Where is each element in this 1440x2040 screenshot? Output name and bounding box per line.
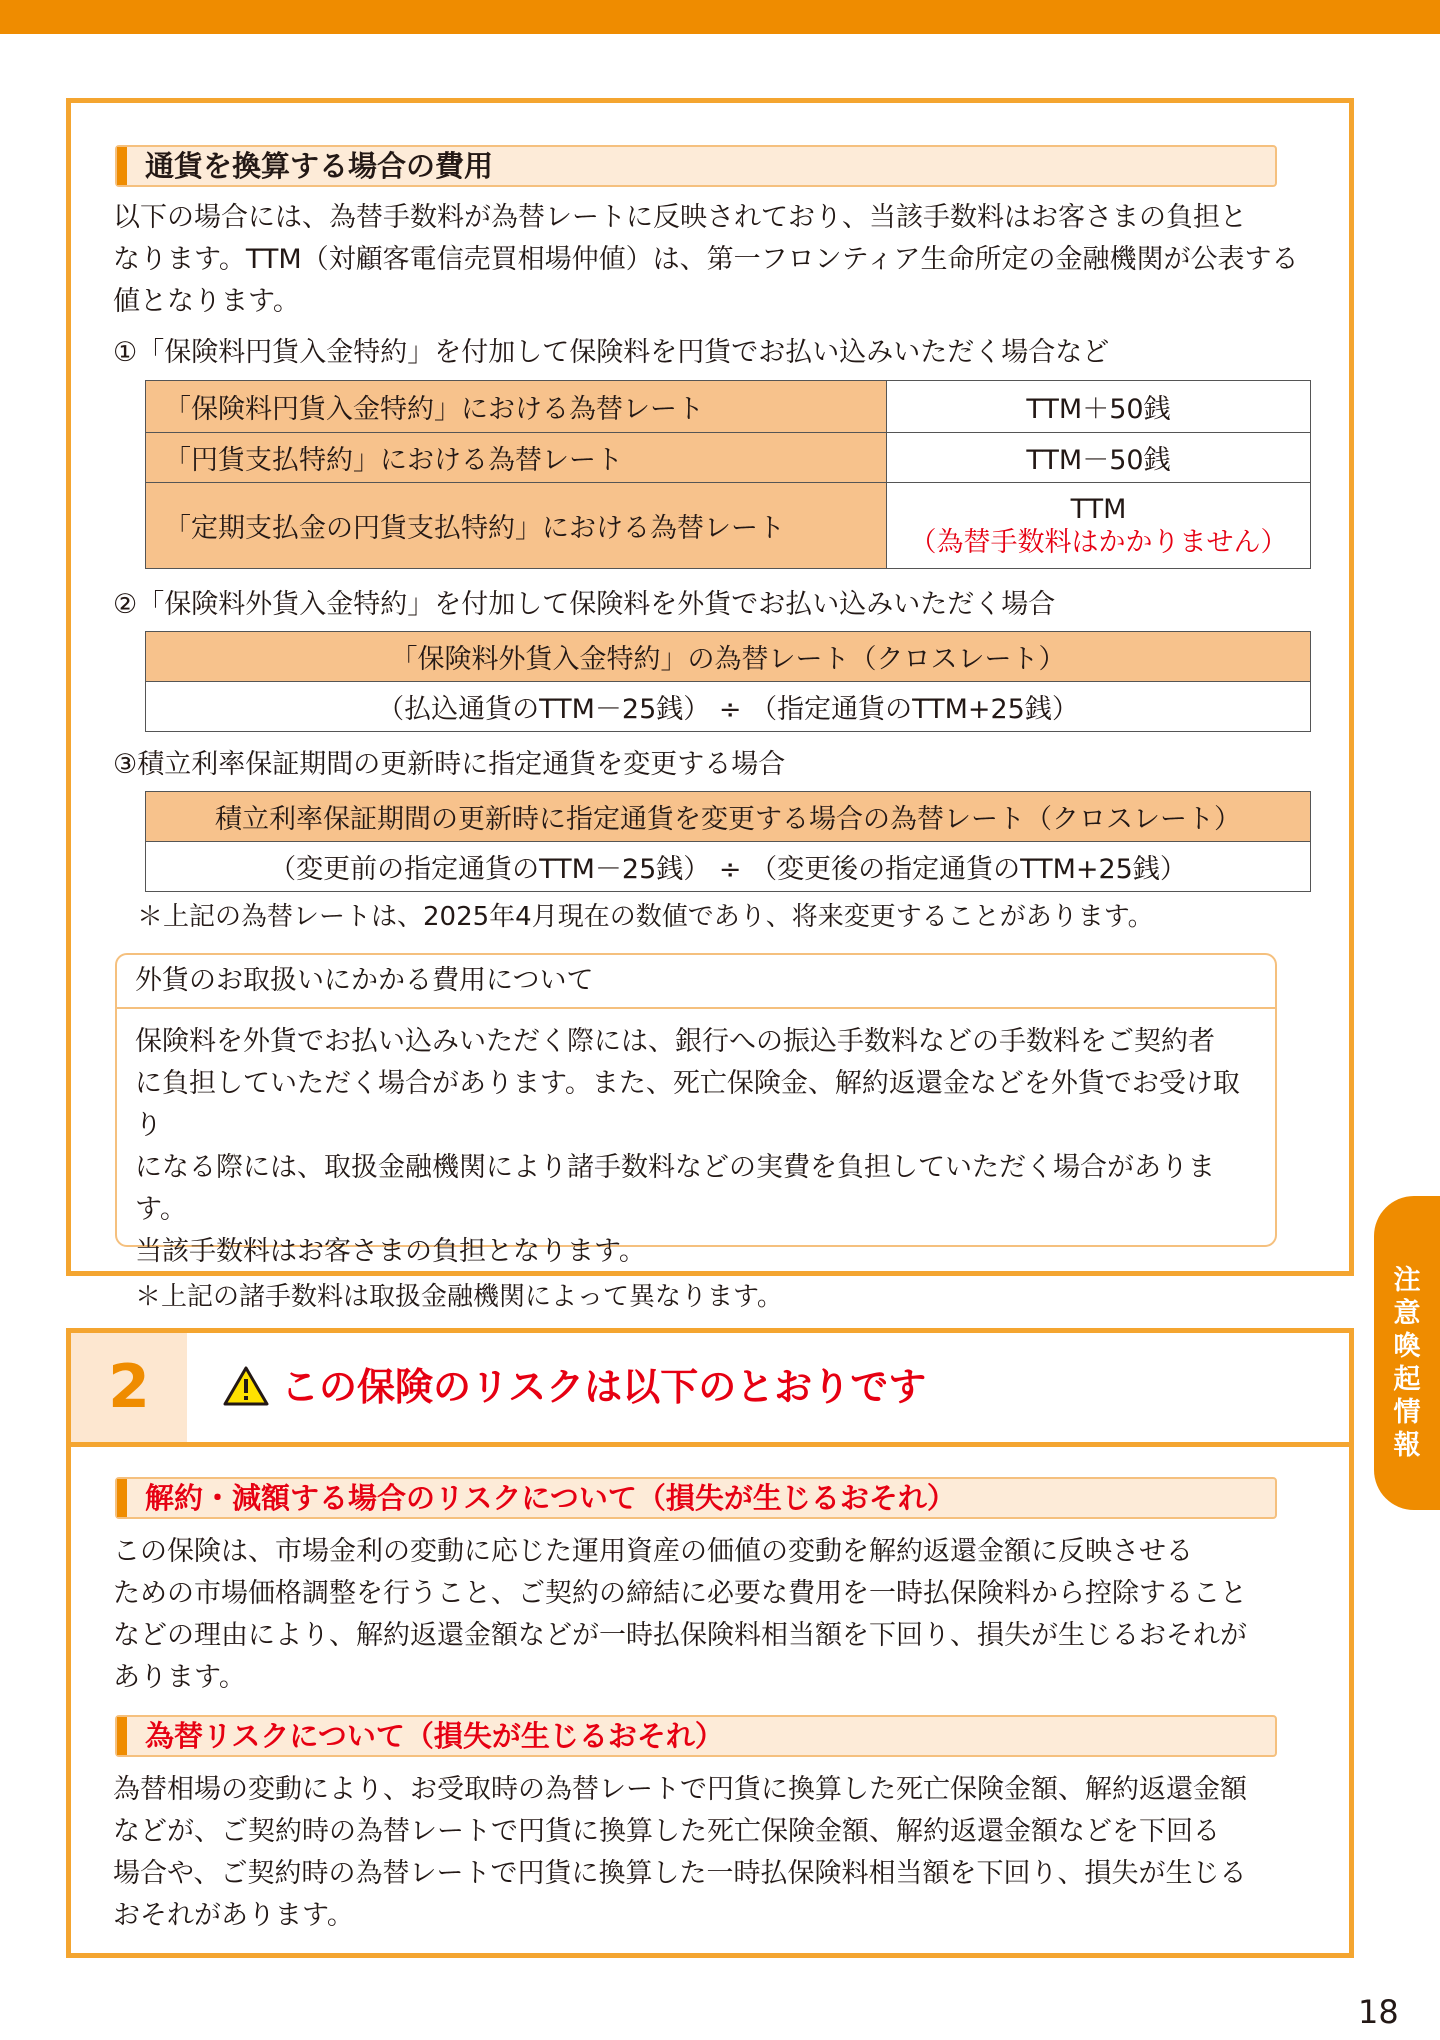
- risk1-paragraph: [113, 1531, 1333, 1699]
- fx-fees-box: [115, 953, 1277, 1312]
- side-tab-char: 情: [1393, 1397, 1421, 1428]
- risk1-heading-text: 解約・減額する場合のリスクについて（損失が生じるおそれ）: [145, 1481, 956, 1515]
- case2-title: ②「保険料外貨入金特約」を付加して保険料を外貨でお払い込みいただく場合: [113, 589, 1056, 620]
- table-row: [146, 682, 1311, 732]
- formula-cell: （変更前の指定通貨のTTM－25銭） ÷ （変更後の指定通貨のTTM+25銭）: [146, 842, 1311, 892]
- table-row: [146, 433, 1311, 483]
- risk2-heading-text: 為替リスクについて（損失が生じるおそれ）: [145, 1719, 724, 1753]
- risk2-paragraph: [113, 1769, 1333, 1937]
- risk2-line: 場合や、ご契約時の為替レートで円貨に換算した一時払保険料相当額を下回り、損失が生じる: [113, 1858, 1247, 1889]
- table-row: [146, 792, 1311, 842]
- case1-title: ①「保険料円貨入金特約」を付加して保険料を円貨でお払い込みいただく場合など: [113, 337, 1110, 368]
- side-tab-char: 意: [1393, 1298, 1421, 1329]
- risk2-line: 為替相場の変動により、お受取時の為替レートで円貨に換算した死亡保険金額、解約返還金額: [113, 1774, 1247, 1805]
- risk1-line: この保険は、市場金利の変動に応じた運用資産の価値の変動を解約返還金額に反映させる: [113, 1536, 1193, 1567]
- side-index-tab[interactable]: [1374, 1196, 1440, 1510]
- rate-value: TTM＋50銭: [887, 381, 1311, 433]
- side-tab-char: 起: [1393, 1364, 1421, 1395]
- rate-label: 「円貨支払特約」における為替レート: [146, 433, 887, 483]
- side-tab-char: 報: [1393, 1430, 1421, 1461]
- table-row: [146, 632, 1311, 682]
- table-row: [146, 842, 1311, 892]
- page-number: 18: [1358, 1993, 1399, 2031]
- section-title: この保険のリスクは以下のとおりです: [281, 1365, 927, 1409]
- case3-rate-table: [145, 791, 1311, 892]
- risk1-line: あります。: [113, 1662, 246, 1693]
- intro-line: 値となります。: [113, 286, 300, 317]
- fx-fees-footnote: ＊上記の諸手数料は取扱金融機関によって異なります。: [135, 1282, 783, 1312]
- rate-value: TTM－50銭: [887, 433, 1311, 483]
- risk1-heading: [115, 1477, 1277, 1519]
- fx-fees-body: [117, 1009, 1275, 1317]
- rate-value-main: TTM: [1070, 493, 1127, 525]
- warning-icon: [223, 1365, 269, 1407]
- fx-line: になる際には、取扱金融機関により諸手数料などの実費を負担していただく場合があります。: [135, 1152, 1215, 1225]
- table-header: 「保険料外貨入金特約」の為替レート（クロスレート）: [146, 632, 1311, 682]
- risk-section-header: [71, 1333, 1349, 1447]
- fx-line: 保険料を外貨でお払い込みいただく際には、銀行への振込手数料などの手数料をご契約者: [135, 1026, 1215, 1057]
- fx-line: 当該手数料はお客さまの負担となります。: [135, 1236, 646, 1267]
- risk1-line: ための市場価格調整を行うこと、ご契約の締結に必要な費用を一時払保険料から控除すること: [113, 1578, 1247, 1609]
- rate-label: 「保険料円貨入金特約」における為替レート: [146, 381, 887, 433]
- top-accent-bar: [0, 0, 1440, 34]
- fx-line: に負担していただく場合があります。また、死亡保険金、解約返還金などを外貨でお受け取り: [135, 1068, 1240, 1141]
- fx-fees-title: 外貨のお取扱いにかかる費用について: [117, 955, 1275, 1009]
- rate-footnote: ＊上記の為替レートは、2025年4月現在の数値であり、将来変更することがあります。: [137, 902, 1154, 932]
- side-tab-char: 注: [1393, 1265, 1421, 1296]
- risk2-heading: [115, 1715, 1277, 1757]
- intro-paragraph: [113, 197, 1313, 323]
- side-tab-char: 喚: [1393, 1331, 1421, 1362]
- risk2-line: おそれがあります。: [113, 1900, 354, 1931]
- table-row: [146, 381, 1311, 433]
- case1-rate-table: [145, 380, 1311, 569]
- case3-title: ③積立利率保証期間の更新時に指定通貨を変更する場合: [113, 749, 786, 780]
- section-heading: 通貨を換算する場合の費用: [115, 145, 1277, 187]
- side-tab-label: [1374, 1264, 1440, 1462]
- section-number: 2: [71, 1333, 187, 1442]
- formula-cell: （払込通貨のTTM－25銭） ÷ （指定通貨のTTM+25銭）: [146, 682, 1311, 732]
- rate-value-note: （為替手数料はかかりません）: [909, 526, 1288, 558]
- currency-conversion-section: [66, 98, 1354, 1312]
- risk1-line: などの理由により、解約返還金額などが一時払保険料相当額を下回り、損失が生じるおそれが: [113, 1620, 1247, 1651]
- table-header: 積立利率保証期間の更新時に指定通貨を変更する場合の為替レート（クロスレート）: [146, 792, 1311, 842]
- rate-value: [887, 483, 1311, 569]
- intro-line: 以下の場合には、為替手数料が為替レートに反映されており、当該手数料はお客さまの負担と: [113, 202, 1247, 233]
- risk2-line: などが、ご契約時の為替レートで円貨に換算した死亡保険金額、解約返還金額などを下回る: [113, 1816, 1220, 1847]
- rate-label: 「定期支払金の円貨支払特約」における為替レート: [146, 483, 887, 569]
- table-row: [146, 483, 1311, 569]
- case2-rate-table: [145, 631, 1311, 732]
- risk-section: [66, 1328, 1354, 1958]
- intro-line: なります。TTM（対顧客電信売買相場仲値）は、第一フロンティア生命所定の金融機関が公表する: [113, 244, 1299, 275]
